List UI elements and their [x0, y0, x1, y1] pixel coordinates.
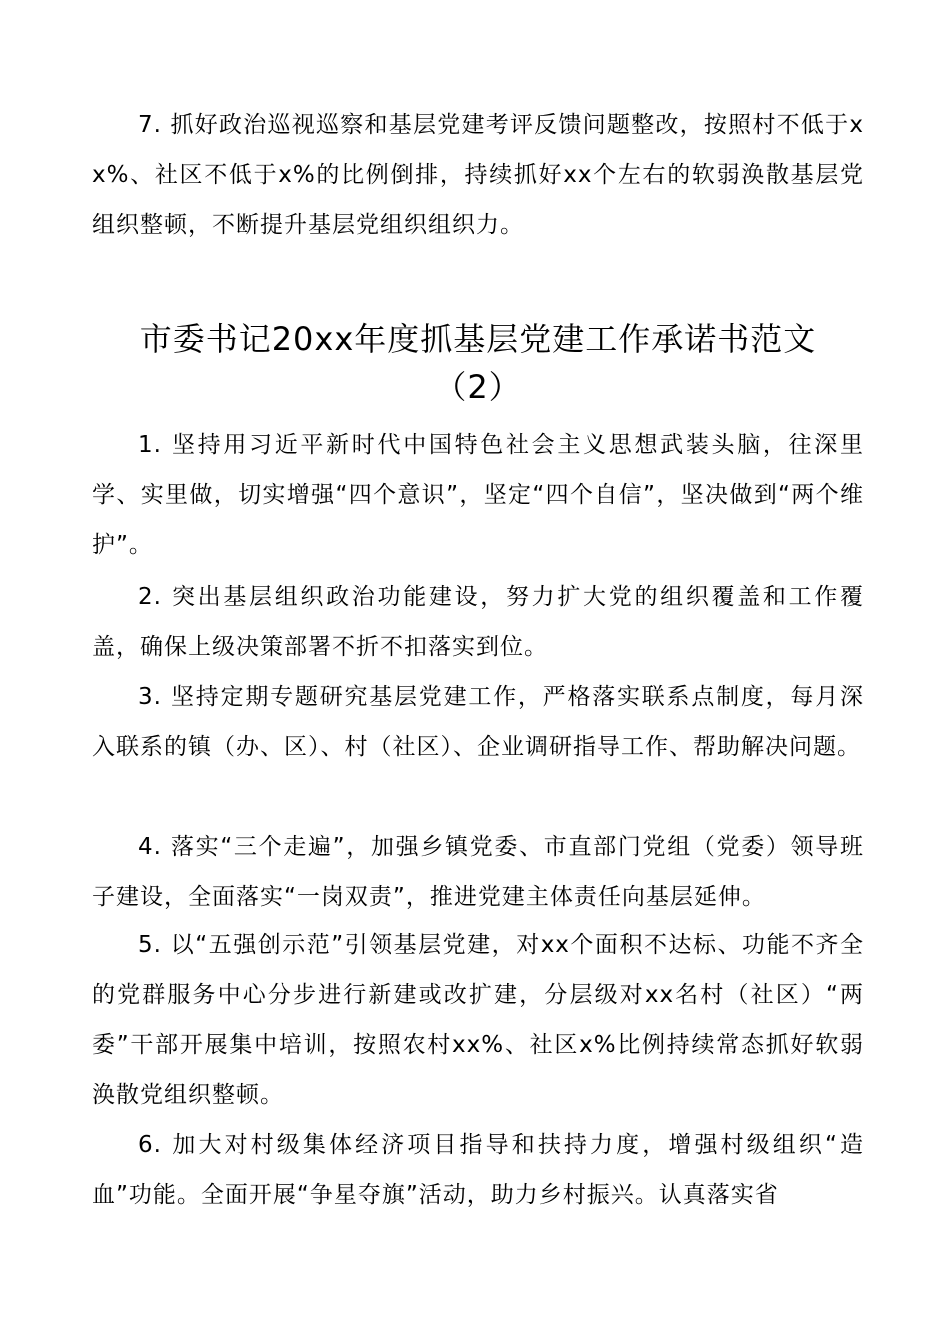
document-title-number: （2） — [434, 368, 522, 406]
paragraph-item-6: 6. 加大对村级集体经济项目指导和扶持力度，增强村级组织“造血”功能。全面开展“争星夺旗”活动，助力乡村振兴。认真落实省 — [92, 1132, 864, 1208]
paragraph-item-3: 3. 坚持定期专题研究基层党建工作，严格落实联系点制度，每月深入联系的镇（办、区）、村（社区）、企业调研指导工作、帮助解决问题。 — [92, 684, 864, 760]
document-title: 市委书记20xx年度抓基层党建工作承诺书范文 — [139, 320, 817, 358]
paragraph-item-7: 7. 抓好政治巡视巡察和基层党建考评反馈问题整改，按照村不低于xx%、社区不低于x%的比例倒排，持续抓好xx个左右的软弱涣散基层党组织整顿，不断提升基层党组织组织力。 — [92, 112, 864, 238]
paragraph-item-1: 1. 坚持用习近平新时代中国特色社会主义思想武装头脑，往深里学、实里做，切实增强“四个意识”，坚定“四个自信”，坚决做到“两个维护”。 — [92, 432, 864, 558]
paragraph-item-4: 4. 落实“三个走遍”，加强乡镇党委、市直部门党组（党委）领导班子建设，全面落实“一岗双责”，推进党建主体责任向基层延伸。 — [92, 834, 864, 910]
paragraph-item-2: 2. 突出基层组织政治功能建设，努力扩大党的组织覆盖和工作覆盖，确保上级决策部署不折不扣落实到位。 — [92, 584, 864, 660]
paragraph-item-5: 5. 以“五强创示范”引领基层党建，对xx个面积不达标、功能不齐全的党群服务中心分步进行新建或改扩建，分层级对xx名村（社区）“两委”干部开展集中培训，按照农村xx%、社区x%比例持续常态抓好软弱涣散党组织整顿。 — [92, 932, 864, 1108]
